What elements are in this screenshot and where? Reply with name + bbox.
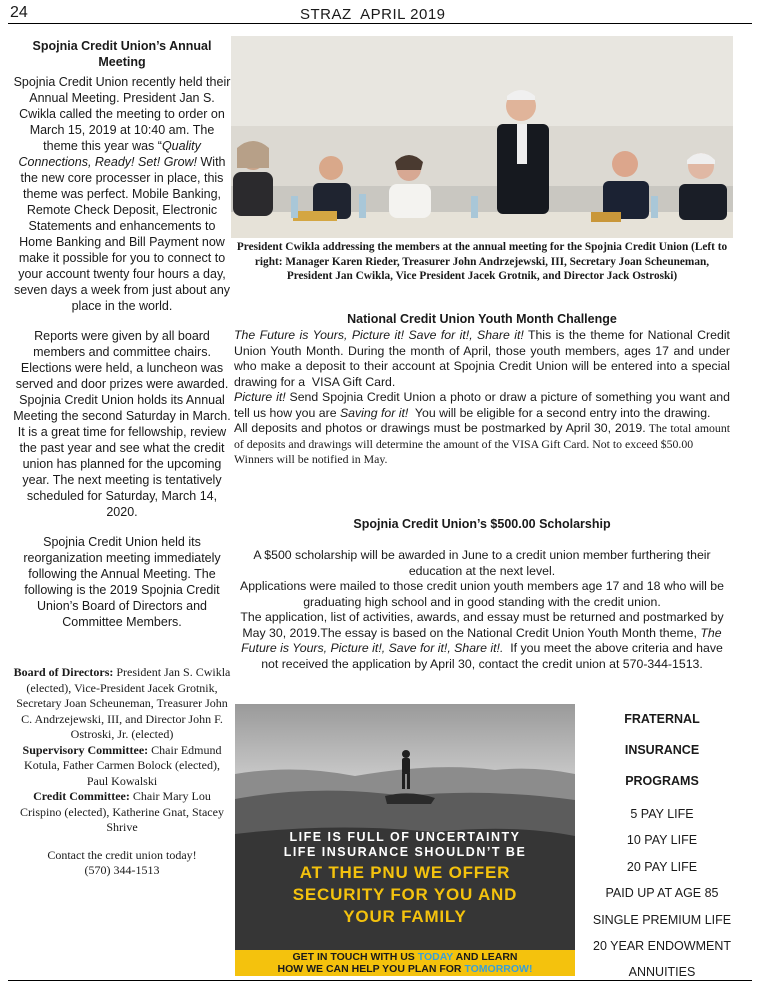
program-item: 20 YEAR ENDOWMENT <box>593 939 731 954</box>
youth-saving-for-it: Saving for it! <box>339 405 409 420</box>
ad-headline-2: SECURITY FOR YOU AND <box>292 885 518 904</box>
contact-line-2: (570) 344-1513 <box>84 863 160 877</box>
program-item: PAID UP AT AGE 85 <box>605 886 719 901</box>
youth-month-paragraph-4: Winners will be notified in May. <box>234 452 388 466</box>
program-item: 5 PAY LIFE <box>630 807 694 821</box>
annual-meeting-paragraph-2: Reports were given by all board members and committee chairs. Elections were held, a luncheon was served and door prizes were awarded. Spojnia Credit Union holds its Annual Meeting the second Saturday in March. It is a great time for fellowship, review the past year and see what the credit union has planned for the upcoming year. The next meeting is tentatively scheduled for Saturday, March 14, 2020. <box>13 329 231 519</box>
meeting-theme: Quality Connections, Ready! Set! Grow! <box>18 139 201 169</box>
board-text: President Jan S. Cwikla (elected), Vice-President Jacek Grotnik, Secretary Joan Scheuneman, Treasurer John C. Andrzejewski, III, and Director John F. Ostroski, Jr. (elected) <box>16 665 231 741</box>
fraternal-programs <box>582 704 742 986</box>
ad-cta-line-2 <box>235 963 575 975</box>
youth-theme: The Future is Yours, Picture it! Save for it!, Share it! <box>234 328 524 342</box>
youth-text: All deposits and photos or drawings must be postmarked by April 30, 2019. <box>234 421 646 435</box>
youth-month-paragraph-2 <box>234 390 730 421</box>
scholarship-paragraph-3 <box>236 610 728 672</box>
youth-month-paragraph-3 <box>234 421 730 452</box>
board-label: Board of Directors: <box>13 665 114 679</box>
ad-cta-text: GET IN TOUCH WITH US <box>292 951 418 963</box>
scholarship-theme: The Future is Yours, Picture it!, Save for it!, Share it!. <box>241 625 722 655</box>
board-listing <box>12 665 232 879</box>
pnu-insurance-ad <box>235 704 575 976</box>
program-item: ANNUITIES <box>628 965 696 980</box>
header-rule <box>8 23 752 24</box>
program-item: 20 PAY LIFE <box>626 859 698 874</box>
program-item: SINGLE PREMIUM LIFE <box>592 912 732 927</box>
board-text: Chair Mary Lou Crispino (elected), Katherine Gnat, Stacey Shrive <box>20 789 224 834</box>
scholarship-title: Spojnia Credit Union’s $500.00 Scholarship <box>353 517 611 531</box>
ad-headline-1: AT THE PNU WE OFFER <box>299 863 511 882</box>
scholarship-paragraph-2: Applications were mailed to those credit union youth members age 17 and 18 who will be graduating high school and in good standing with the credit union. <box>240 579 724 609</box>
annual-meeting-paragraph-3: Spojnia Credit Union held its reorganization meeting immediately following the Annual Meeting. The following is the 2019 Spojnia Credit Union’s Board of Directors and Committee Members. <box>23 535 221 629</box>
youth-text: This is the theme for National Credit Union Youth Month. During the month of April, those youth members, ages 17 and under who make a deposit to their account at Spojnia Credit Union will be entered into a special drawing for a VISA Gift Card. <box>234 328 744 389</box>
board-text: Chair Edmund Kotula, Father Carmen Bolock (elected), Paul Kowalski <box>24 742 222 788</box>
ad-headline-3: YOUR FAMILY <box>343 907 467 926</box>
ad-cta-highlight: TOMORROW! <box>464 963 533 975</box>
ad-cta-text: AND LEARN <box>453 951 518 963</box>
meeting-photo <box>231 36 733 238</box>
ad-cta-highlight: TODAY <box>417 951 454 963</box>
board-label: Credit Committee: <box>33 789 130 803</box>
youth-month-paragraph-1 <box>234 328 744 390</box>
fraternal-heading-2: INSURANCE <box>624 743 700 757</box>
scholarship-text: If you meet the above criteria and have not received the application by April 30, contact the credit union at 570-344-1513. <box>261 641 727 671</box>
scholarship-paragraph-1: A $500 scholarship will be awarded in June to a credit union member furthering their education at the next level. <box>253 548 711 578</box>
annual-meeting-title: Spojnia Credit Union’s Annual Meeting <box>32 39 212 69</box>
scholarship-body <box>236 548 728 672</box>
contact-line-1: Contact the credit union today! <box>47 847 197 862</box>
annual-meeting-article <box>12 38 232 630</box>
photo-caption: President Cwikla addressing the members at the annual meeting for the Spojnia Credit Union (Left to right: Manager Karen Rieder, Treasurer John Andrzejewski, III, Secretary Joan Scheuneman, President Jan Cwikla, Vice President Jacek Grotnik, and Director Jack Ostroski) <box>236 241 728 282</box>
board-credit <box>12 789 232 836</box>
ad-cta-strip <box>235 950 575 976</box>
ad-cta-line-1 <box>235 951 575 963</box>
fraternal-heading-1: FRATERNAL <box>624 712 700 726</box>
ad-line-2: LIFE INSURANCE SHOULDN’T BE <box>283 845 527 859</box>
fraternal-heading-3: PROGRAMS <box>625 774 699 788</box>
annual-meeting-paragraph-1 <box>12 74 232 314</box>
footer-rule <box>8 980 752 981</box>
youth-text: You will be eligible for a second entry into the drawing. <box>408 405 711 420</box>
program-item: 10 PAY LIFE <box>626 833 698 848</box>
youth-month-body <box>234 328 744 468</box>
ad-line-1: LIFE IS FULL OF UNCERTAINTY <box>289 830 521 844</box>
annual-meeting-text: Spojnia Credit Union recently held their Annual Meeting. President Jan S. Cwikla called the meeting to order on March 15, 2019 at 10:40 am. The theme this year was “ <box>13 75 231 153</box>
ad-cta-text: HOW WE CAN HELP YOU PLAN FOR <box>277 963 465 975</box>
youth-text: Send Spojnia Credit Union a photo or draw a picture of something you want and tell us how you are <box>234 390 730 420</box>
page-number: 24 <box>10 4 28 21</box>
youth-text-serif: The total amount of deposits and drawings will determine the amount of the VISA Gift Card. Not to exceed $50.00 <box>234 421 730 451</box>
youth-month-title: National Credit Union Youth Month Challenge <box>347 312 617 326</box>
scholarship-text: The application, list of activities, awards, and essay must be returned and postmarked by May 30, 2019.The essay is based on the National Credit Union Youth Month theme, <box>240 610 724 640</box>
board-supervisory <box>12 743 232 790</box>
board-directors <box>12 665 232 743</box>
running-head: STRAZ APRIL 2019 <box>300 6 446 23</box>
ad-line-3 <box>235 862 575 928</box>
youth-picture-it: Picture it! <box>234 390 286 404</box>
board-label: Supervisory Committee: <box>22 742 149 757</box>
annual-meeting-text: With the new core processer in place, this theme was perfect. Mobile Banking, Remote Check Deposit, Electronic Statements and enhancements to Home Banking and Bill Payment now make it possible for you to connect to your account twenty four hours a day, seven days a week from just about any place in the world. <box>13 155 231 313</box>
